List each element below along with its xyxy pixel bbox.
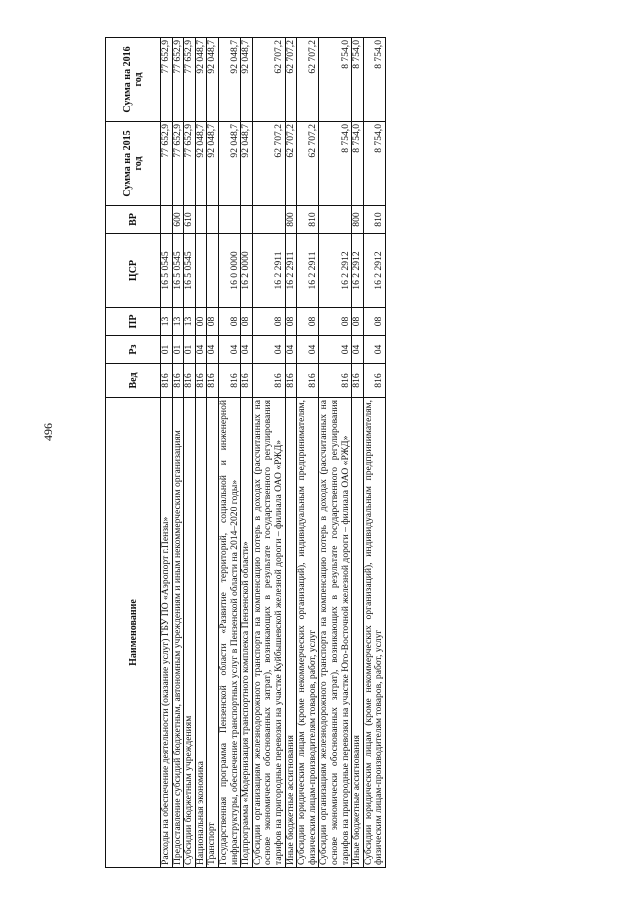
row-vr — [161, 206, 173, 234]
row-sum-2015: 92 048,7 — [218, 122, 240, 206]
row-vr — [207, 206, 219, 234]
row-csr: 16 2 2911 — [285, 234, 297, 308]
row-name: Иные бюджетные ассигнования — [285, 398, 297, 868]
row-ved: 816 — [241, 364, 253, 398]
row-sum-2015: 77 652,9 — [161, 122, 173, 206]
row-rz: 04 — [352, 336, 364, 364]
row-rz: 04 — [252, 336, 285, 364]
row-ved: 816 — [319, 364, 352, 398]
row-pr: 08 — [252, 308, 285, 336]
row-csr: 16 5 0545 — [172, 234, 184, 308]
row-csr: 16 5 0545 — [161, 234, 173, 308]
header-sum-2016: Сумма на 2016 год — [106, 38, 161, 122]
row-ved: 816 — [184, 364, 196, 398]
row-pr: 08 — [207, 308, 219, 336]
row-vr — [241, 206, 253, 234]
row-sum-2016: 92 048,7 — [195, 38, 207, 122]
row-name: Субсидии юридическим лицам (кроме некоммерческих организаций), индивидуальным предпринимателям, физическим лицам-производителям товаров, работ, услуг — [297, 398, 319, 868]
row-sum-2016: 92 048,7 — [218, 38, 240, 122]
row-name: Национальная экономика — [195, 398, 207, 868]
row-sum-2016: 62 707,2 — [252, 38, 285, 122]
row-rz: 04 — [241, 336, 253, 364]
row-ved: 816 — [297, 364, 319, 398]
row-rz: 01 — [172, 336, 184, 364]
row-csr: 16 2 2912 — [319, 234, 352, 308]
row-sum-2016: 8 754,0 — [319, 38, 352, 122]
row-csr: 16 0 0000 — [218, 234, 240, 308]
row-rz: 04 — [207, 336, 219, 364]
row-sum-2015: 8 754,0 — [363, 122, 385, 206]
page-number: 496 — [41, 423, 55, 441]
row-sum-2015: 62 707,2 — [297, 122, 319, 206]
table-row — [352, 38, 364, 868]
row-sum-2015: 92 048,7 — [207, 122, 219, 206]
row-vr: 810 — [363, 206, 385, 234]
row-vr — [195, 206, 207, 234]
row-sum-2015: 8 754,0 — [352, 122, 364, 206]
row-sum-2016: 77 652,9 — [161, 38, 173, 122]
row-csr: 16 2 2912 — [363, 234, 385, 308]
row-csr — [195, 234, 207, 308]
row-name: Транспорт — [207, 398, 219, 868]
row-sum-2016: 77 652,9 — [184, 38, 196, 122]
row-csr: 16 2 2911 — [297, 234, 319, 308]
row-rz: 04 — [319, 336, 352, 364]
row-vr: 800 — [285, 206, 297, 234]
row-name: Расходы на обеспечение деятельности (оказание услуг) ГБУ ПО «Аэропорт г.Пензы» — [161, 398, 173, 868]
table-row — [297, 38, 319, 868]
row-vr — [218, 206, 240, 234]
row-sum-2015: 62 707,2 — [252, 122, 285, 206]
row-pr: 08 — [218, 308, 240, 336]
row-rz: 01 — [161, 336, 173, 364]
row-sum-2015: 77 652,9 — [184, 122, 196, 206]
row-sum-2016: 62 707,2 — [297, 38, 319, 122]
row-pr: 13 — [172, 308, 184, 336]
row-pr: 08 — [352, 308, 364, 336]
row-csr: 16 2 0000 — [241, 234, 253, 308]
row-sum-2016: 92 048,7 — [207, 38, 219, 122]
row-csr — [207, 234, 219, 308]
row-pr: 08 — [297, 308, 319, 336]
row-name: Субсидии бюджетным учреждениям — [184, 398, 196, 868]
table-row — [218, 38, 240, 868]
row-pr: 13 — [184, 308, 196, 336]
row-csr: 16 2 2912 — [352, 234, 364, 308]
table-row — [207, 38, 219, 868]
row-rz: 04 — [297, 336, 319, 364]
budget-table — [105, 37, 386, 868]
row-ved: 816 — [285, 364, 297, 398]
row-name: Предоставление субсидий бюджетным, автономным учреждениям и иным некоммерческим организациям — [172, 398, 184, 868]
row-vr: 600 — [172, 206, 184, 234]
row-sum-2015: 92 048,7 — [241, 122, 253, 206]
row-rz: 04 — [285, 336, 297, 364]
row-rz: 04 — [363, 336, 385, 364]
row-sum-2015: 77 652,9 — [172, 122, 184, 206]
row-sum-2016: 8 754,0 — [352, 38, 364, 122]
row-vr: 610 — [184, 206, 196, 234]
row-pr: 08 — [319, 308, 352, 336]
row-name: Подпрограмма «Модернизация транспортного комплекса Пензенской области» — [241, 398, 253, 868]
row-vr — [319, 206, 352, 234]
row-rz: 04 — [195, 336, 207, 364]
row-pr: 00 — [195, 308, 207, 336]
row-ved: 816 — [172, 364, 184, 398]
row-vr — [252, 206, 285, 234]
row-rz: 04 — [218, 336, 240, 364]
header-name: Наименование — [106, 398, 161, 868]
row-ved: 816 — [161, 364, 173, 398]
row-name: Государственная программа Пензенской области «Развитие территорий, социальной и инженерной инфраструктуры, обеспечение транспортных услуг в Пензенской области на 2014–2020 годы» — [218, 398, 240, 868]
row-sum-2016: 77 652,9 — [172, 38, 184, 122]
row-csr: 16 5 0545 — [184, 234, 196, 308]
table-row — [363, 38, 385, 868]
header-vr: ВР — [106, 206, 161, 234]
header-pr: ПР — [106, 308, 161, 336]
row-sum-2015: 62 707,2 — [285, 122, 297, 206]
header-ved: Вед — [106, 364, 161, 398]
table-row — [184, 38, 196, 868]
header-sum-2015: Сумма на 2015 год — [106, 122, 161, 206]
header-rz: Рз — [106, 336, 161, 364]
row-name: Субсидии организациям железнодорожного транспорта на компенсацию потерь в доходах (рассчитанных на основе экономически обоснованных затрат), возникающих в результате государственного регулирования тарифов на пригородные перевозки на участке Куйбышевской железной дороги – филиала ОАО «РЖД» — [252, 398, 285, 868]
row-ved: 816 — [207, 364, 219, 398]
row-name: Иные бюджетные ассигнования — [352, 398, 364, 868]
row-rz: 01 — [184, 336, 196, 364]
row-name: Субсидии организациям железнодорожного транспорта на компенсацию потерь в доходах (рассчитанных на основе экономически обоснованных затрат), возникающих в результате государственного регулирования тарифов на пригородные перевозки на участке Юго-Восточной железной дороги – филиала ОАО «РЖД» — [319, 398, 352, 868]
row-sum-2016: 8 754,0 — [363, 38, 385, 122]
row-pr: 08 — [285, 308, 297, 336]
budget-table-container — [105, 38, 567, 868]
table-row — [161, 38, 173, 868]
row-ved: 816 — [352, 364, 364, 398]
row-ved: 816 — [363, 364, 385, 398]
row-vr: 810 — [297, 206, 319, 234]
table-header-row — [106, 38, 161, 868]
row-ved: 816 — [252, 364, 285, 398]
table-row — [285, 38, 297, 868]
row-pr: 13 — [161, 308, 173, 336]
table-row — [241, 38, 253, 868]
row-pr: 08 — [363, 308, 385, 336]
row-pr: 08 — [241, 308, 253, 336]
row-ved: 816 — [195, 364, 207, 398]
header-csr: ЦСР — [106, 234, 161, 308]
row-csr: 16 2 2911 — [252, 234, 285, 308]
row-name: Субсидии юридическим лицам (кроме некоммерческих организаций), индивидуальным предпринимателям, физическим лицам-производителям товаров, работ, услуг — [363, 398, 385, 868]
row-sum-2015: 92 048,7 — [195, 122, 207, 206]
table-row — [172, 38, 184, 868]
row-sum-2016: 62 707,2 — [285, 38, 297, 122]
table-row — [195, 38, 207, 868]
row-vr: 800 — [352, 206, 364, 234]
row-sum-2015: 8 754,0 — [319, 122, 352, 206]
table-row — [319, 38, 352, 868]
table-row — [252, 38, 285, 868]
row-sum-2016: 92 048,7 — [241, 38, 253, 122]
row-ved: 816 — [218, 364, 240, 398]
